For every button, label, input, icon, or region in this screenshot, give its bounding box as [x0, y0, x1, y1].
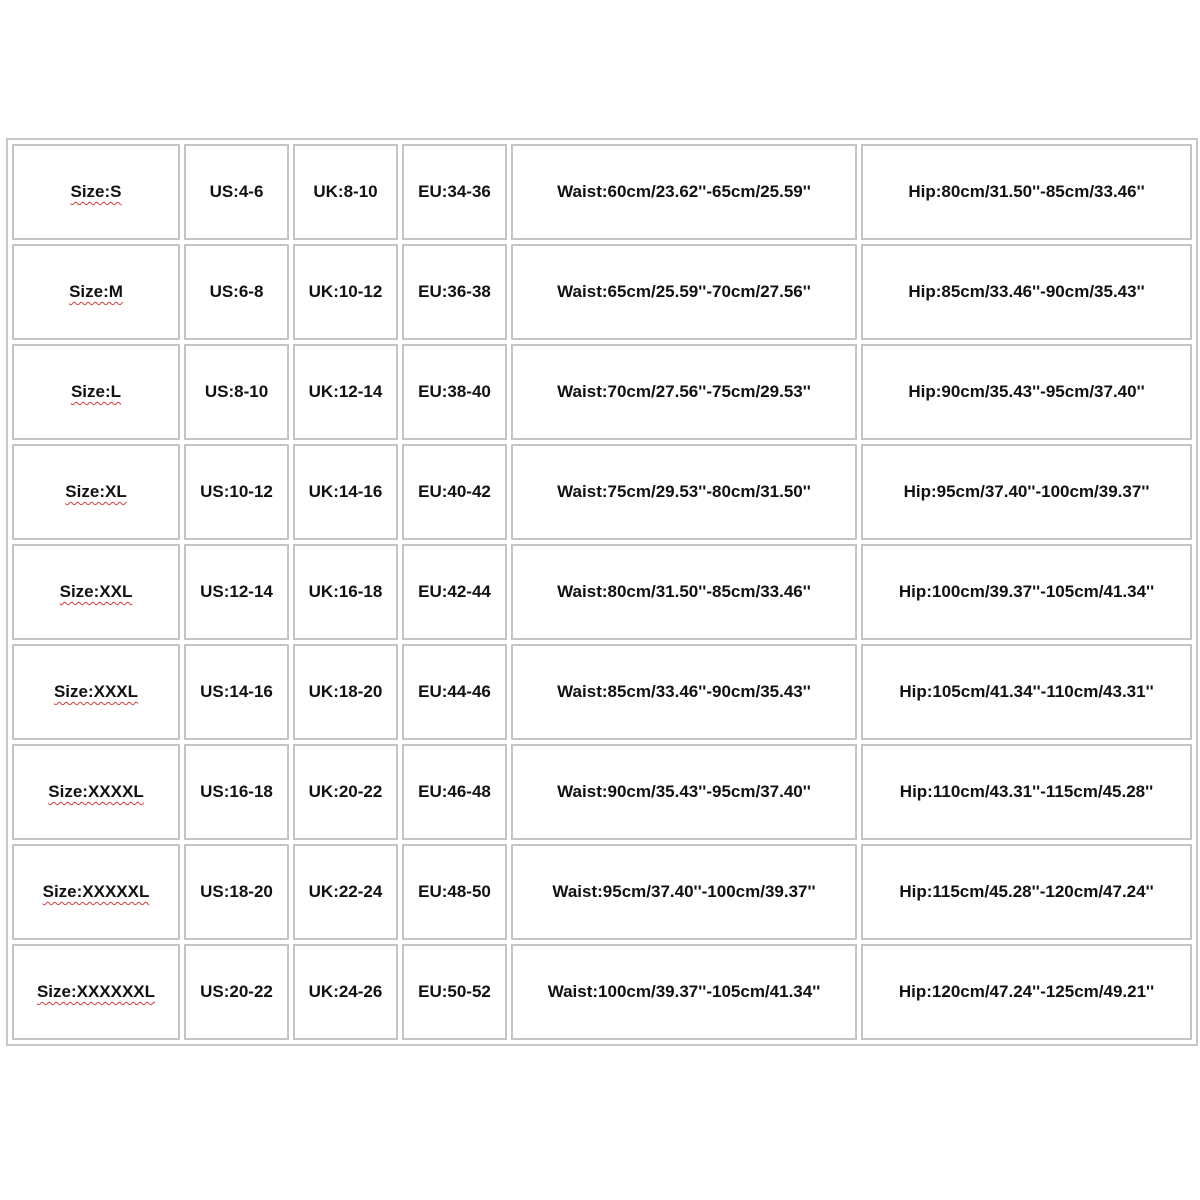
- size-cell-text: Size:XXXXL: [48, 782, 144, 801]
- uk-size-cell-text: UK:16-18: [308, 582, 383, 601]
- size-cell-text: Size:M: [69, 282, 123, 301]
- size-cell-text: Size:XL: [65, 482, 127, 501]
- waist-cell: [511, 144, 857, 240]
- eu-size-cell: [402, 444, 507, 540]
- size-cell: [12, 544, 180, 640]
- hip-cell-text: Hip:80cm/31.50''-85cm/33.46'': [908, 182, 1145, 201]
- uk-size-cell-text: UK:22-24: [308, 882, 383, 901]
- eu-size-cell-text: EU:44-46: [418, 682, 491, 701]
- waist-cell-text: Waist:60cm/23.62''-65cm/25.59'': [557, 182, 811, 201]
- uk-size-cell-text: UK:8-10: [313, 182, 378, 201]
- eu-size-cell: [402, 144, 507, 240]
- eu-size-cell: [402, 344, 507, 440]
- uk-size-cell: [293, 144, 398, 240]
- uk-size-cell: [293, 744, 398, 840]
- us-size-cell: [184, 244, 289, 340]
- uk-size-cell: [293, 244, 398, 340]
- us-size-cell: [184, 644, 289, 740]
- us-size-cell-text: US:8-10: [204, 382, 269, 401]
- hip-cell: [861, 644, 1192, 740]
- size-cell: [12, 744, 180, 840]
- uk-size-cell: [293, 344, 398, 440]
- size-cell-text: Size:XXXXXXL: [36, 982, 156, 1001]
- waist-cell-text: Waist:90cm/35.43''-95cm/37.40'': [557, 782, 811, 801]
- size-cell: [12, 944, 180, 1040]
- size-cell-text: Size:XXXL: [53, 682, 139, 701]
- us-size-cell-text: US:14-16: [200, 682, 273, 701]
- eu-size-cell: [402, 944, 507, 1040]
- uk-size-cell-text: UK:18-20: [308, 682, 383, 701]
- us-size-cell: [184, 544, 289, 640]
- uk-size-cell-text: UK:24-26: [308, 982, 383, 1001]
- eu-size-cell-text: EU:50-52: [418, 982, 491, 1001]
- waist-cell-text: Waist:75cm/29.53''-80cm/31.50'': [557, 482, 811, 501]
- eu-size-cell-text: EU:38-40: [418, 382, 491, 401]
- table-row: [12, 244, 1192, 340]
- hip-cell-text: Hip:120cm/47.24''-125cm/49.21'': [898, 982, 1155, 1001]
- hip-cell: [861, 344, 1192, 440]
- waist-cell: [511, 744, 857, 840]
- hip-cell: [861, 944, 1192, 1040]
- table-row: [12, 644, 1192, 740]
- table-row: [12, 444, 1192, 540]
- waist-cell-text: Waist:95cm/37.40''-100cm/39.37'': [552, 882, 816, 901]
- eu-size-cell-text: EU:34-36: [418, 182, 491, 201]
- waist-cell: [511, 244, 857, 340]
- hip-cell: [861, 444, 1192, 540]
- size-cell: [12, 644, 180, 740]
- hip-cell-text: Hip:105cm/41.34''-110cm/43.31'': [899, 682, 1154, 701]
- hip-cell-text: Hip:100cm/39.37''-105cm/41.34'': [898, 582, 1155, 601]
- hip-cell: [861, 544, 1192, 640]
- size-cell-text: Size:S: [70, 182, 122, 201]
- hip-cell-text: Hip:115cm/45.28''-120cm/47.24'': [899, 882, 1154, 901]
- us-size-cell-text: US:20-22: [200, 982, 273, 1001]
- table-row: [12, 344, 1192, 440]
- size-cell-text: Size:L: [70, 382, 122, 401]
- us-size-cell: [184, 744, 289, 840]
- size-chart-body: [12, 144, 1192, 1040]
- size-cell-text: Size:XXXXXL: [42, 882, 150, 901]
- waist-cell: [511, 844, 857, 940]
- uk-size-cell: [293, 644, 398, 740]
- size-cell: [12, 144, 180, 240]
- uk-size-cell: [293, 444, 398, 540]
- size-cell: [12, 344, 180, 440]
- uk-size-cell-text: UK:12-14: [308, 382, 383, 401]
- eu-size-cell: [402, 744, 507, 840]
- uk-size-cell: [293, 544, 398, 640]
- hip-cell-text: Hip:95cm/37.40''-100cm/39.37'': [903, 482, 1150, 501]
- us-size-cell: [184, 944, 289, 1040]
- waist-cell-text: Waist:80cm/31.50''-85cm/33.46'': [557, 582, 811, 601]
- waist-cell-text: Waist:70cm/27.56''-75cm/29.53'': [557, 382, 811, 401]
- us-size-cell-text: US:10-12: [200, 482, 273, 501]
- hip-cell: [861, 244, 1192, 340]
- table-row: [12, 944, 1192, 1040]
- us-size-cell: [184, 844, 289, 940]
- hip-cell: [861, 144, 1192, 240]
- hip-cell-text: Hip:85cm/33.46''-90cm/35.43'': [908, 282, 1145, 301]
- eu-size-cell-text: EU:40-42: [418, 482, 491, 501]
- waist-cell-text: Waist:85cm/33.46''-90cm/35.43'': [557, 682, 811, 701]
- eu-size-cell-text: EU:36-38: [418, 282, 491, 301]
- waist-cell: [511, 644, 857, 740]
- waist-cell-text: Waist:100cm/39.37''-105cm/41.34'': [547, 982, 821, 1001]
- waist-cell: [511, 444, 857, 540]
- uk-size-cell-text: UK:10-12: [308, 282, 383, 301]
- eu-size-cell-text: EU:42-44: [418, 582, 491, 601]
- table-row: [12, 844, 1192, 940]
- us-size-cell: [184, 344, 289, 440]
- hip-cell: [861, 844, 1192, 940]
- us-size-cell-text: US:12-14: [200, 582, 273, 601]
- uk-size-cell-text: UK:20-22: [308, 782, 383, 801]
- eu-size-cell: [402, 544, 507, 640]
- us-size-cell-text: US:4-6: [209, 182, 264, 201]
- eu-size-cell: [402, 644, 507, 740]
- us-size-cell: [184, 144, 289, 240]
- eu-size-cell: [402, 244, 507, 340]
- waist-cell: [511, 344, 857, 440]
- eu-size-cell-text: EU:48-50: [418, 882, 491, 901]
- waist-cell: [511, 944, 857, 1040]
- size-chart-table: [6, 138, 1198, 1046]
- us-size-cell-text: US:6-8: [209, 282, 264, 301]
- us-size-cell-text: US:18-20: [200, 882, 273, 901]
- uk-size-cell-text: UK:14-16: [308, 482, 383, 501]
- waist-cell-text: Waist:65cm/25.59''-70cm/27.56'': [557, 282, 811, 301]
- table-row: [12, 544, 1192, 640]
- size-cell: [12, 444, 180, 540]
- hip-cell-text: Hip:90cm/35.43''-95cm/37.40'': [908, 382, 1145, 401]
- size-cell-text: Size:XXL: [59, 582, 133, 601]
- us-size-cell: [184, 444, 289, 540]
- size-cell: [12, 244, 180, 340]
- uk-size-cell: [293, 844, 398, 940]
- uk-size-cell: [293, 944, 398, 1040]
- table-row: [12, 744, 1192, 840]
- hip-cell-text: Hip:110cm/43.31''-115cm/45.28'': [899, 782, 1154, 801]
- hip-cell: [861, 744, 1192, 840]
- size-cell: [12, 844, 180, 940]
- us-size-cell-text: US:16-18: [200, 782, 273, 801]
- eu-size-cell-text: EU:46-48: [418, 782, 491, 801]
- eu-size-cell: [402, 844, 507, 940]
- waist-cell: [511, 544, 857, 640]
- table-row: [12, 144, 1192, 240]
